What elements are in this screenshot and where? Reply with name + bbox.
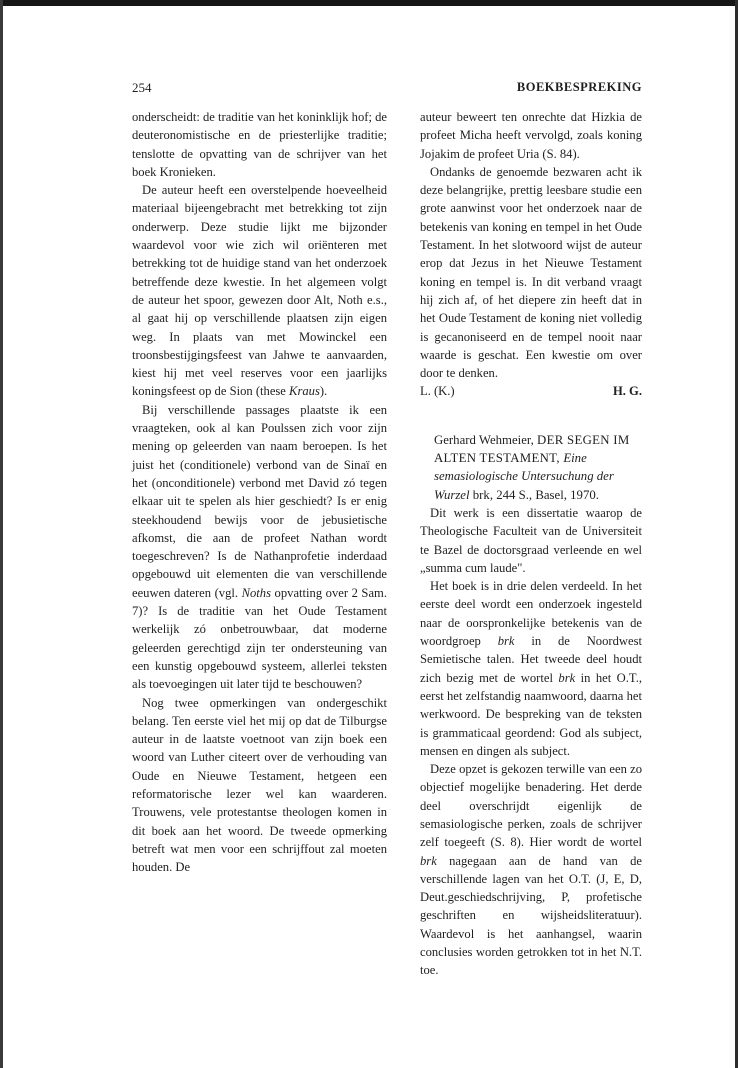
right-column bbox=[420, 108, 642, 980]
paragraph: Nog twee opmerkingen van ondergeschikt belang. Ten eerste viel het mij op dat de Tilburgse auteur in de laatste voetnoot van zijn boek een woord van Luther citeert over de verhouding van Oude en Nieuwe Testament, hetgeen een reformatorische lezer wel kan waarderen. Trouwens, vele protestantse theologen komen in dit boek aan het woord. De tweede opmerking betreft wat men voor een schrijffout zal moeten houden. De bbox=[132, 695, 387, 875]
paragraph: Ondanks de genoemde bezwaren acht ik deze belangrijke, prettig leesbare studie een grote aanwinst voor het onderzoek naar de betekenis van koning en tempel in het Oude Testament. In het slotwoord wijst de auteur erop dat Jezus in het Nieuwe Testament koning en tempel is. In dit verband vraagt hij zich af, of het diepere zin heeft dat in het Oude Testament de koning niet volledig is gecanoniseerd en de tempel nooit naar waarde is geschat. Een kwestie om over door te denken. bbox=[420, 164, 642, 381]
text-run: nagegaan aan de hand van de verschillende lagen van het O.T. (J, E, D, Deut.geschiedschrijving, P, profetische geschriften en wijsheidsliteratuur). Waardevol is het aanhangsel, waarin conclusies worden getrokken tot in het N.T. toe. bbox=[420, 853, 642, 978]
text-run: De auteur heeft een overstelpende hoeveelheid materiaal bijeengebracht met betrekking tot zijn onderwerp. Deze studie lijkt me bijzonder waardevol voor wie zich wil oriënteren met betrekking tot de huidige stand van het onderzoek betreffende deze kwestie. In het algemeen volgt de auteur het spoor, gewezen door Alt, Noth e.s., al gaat hij op verschillende plaatsen zijn eigen weg. In plaats van met Mowinckel een troonsbestijgingsfeest van Jahwe te aanvaarden, kiest hij met veel reserves voor een jaarlijks koningsfeest op de Sion (these bbox=[132, 183, 387, 399]
paragraph: Dit werk is een dissertatie waarop de Theologische Faculteit van de Universiteit te Bazel de doctorsgraad verleende en wel „summa cum laude". bbox=[420, 505, 642, 575]
italic-text: brk bbox=[420, 853, 437, 868]
book-title: DER SEGEN IM ALTEN TESTAMENT, bbox=[434, 432, 630, 466]
paragraph bbox=[132, 181, 387, 401]
italic-text: Kraus bbox=[289, 384, 320, 399]
text-run: ). bbox=[319, 384, 328, 399]
paragraph bbox=[420, 760, 642, 980]
left-column bbox=[132, 108, 387, 876]
text-run: in de Noordwest Semietische talen. Het tweede deel houdt zich bezig met de wortel bbox=[420, 634, 642, 685]
text-run: Het boek is in drie delen verdeeld. In het eerste deel wordt een onderzoek ingesteld naar de oorspronkelijke betekenis van de woordgroep bbox=[420, 579, 642, 649]
paragraph: auteur beweert ten onrechte dat Hizkia de profeet Micha heeft vervolgd, zoals koning Jojakim de profeet Uria (S. 84). bbox=[420, 110, 642, 161]
reviewer-initials: H. G. bbox=[612, 384, 642, 399]
scan-border-top bbox=[0, 0, 738, 6]
paragraph bbox=[132, 401, 387, 694]
italic-text: brk bbox=[558, 670, 576, 685]
text-run: in het O.T., eerst het zelfstandig naamwoord, daarna het werkwoord. De bespreking van de teksten is grammaticaal geordend: God als subject, mensen en dingen als subject. bbox=[420, 670, 642, 758]
book-author: Gerhard Wehmeier, bbox=[434, 432, 538, 447]
text-run: Bij verschillende passages plaatste ik een vraagteken, ook al kan Poulssen zich voor zijn mening op geleerden van naam beroepen. Is het juist het (conditionele) verbond van de Sinaï en het (onconditionele) verbond met David zó tegen elkaar uit te spelen als hier geschiedt? Is er enig steekhoudend bewijs voor de jebusietische afkomst, die aan de profeet Nathan wordt toegeschreven? Is de Nathanprofetie inderdaad opgebouwd uit elementen die van verschillende eeuwen dateren (vgl. bbox=[132, 402, 387, 600]
text-run: opvatting over 2 Sam. 7)? Is de traditie van het Oude Testament werkelijk zó onbetrouwbaar, dat moderne geleerden gerechtigd zijn ter ondersteuning van een kunstig opgebouwd systeem, allerlei teksten als toevoegingen uit later tijd te beschouwen? bbox=[132, 585, 387, 692]
book-details: brk, 244 S., Basel, 1970. bbox=[469, 487, 599, 502]
paragraph: onderscheidt: de traditie van het koninklijk hof; de deuteronomistische en de priesterlijke traditie; tenslotte de opvatting van de schrijver van het boek Kronieken. bbox=[132, 110, 387, 179]
book-subtitle: Eine semasiologische Untersuchung der Wurzel bbox=[434, 451, 614, 502]
section-spacer bbox=[420, 401, 642, 431]
paragraph bbox=[420, 577, 642, 760]
text-run: Deze opzet is gekozen terwille van een zo objectief mogelijke benadering. Het derde deel overschrijdt eigenlijk de semasiologische perken, zoals de schrijver zelf toegeeft (S. 8). Hier wordt de wortel bbox=[420, 762, 642, 850]
book-heading bbox=[420, 431, 642, 504]
italic-text: Noths bbox=[241, 585, 271, 600]
review-signature bbox=[420, 382, 642, 400]
italic-text: brk bbox=[497, 634, 515, 649]
scan-border-left bbox=[0, 0, 3, 1068]
running-head: BOEKBESPREKING bbox=[516, 80, 642, 94]
signature-left: L. (K.) bbox=[420, 384, 455, 399]
page-number: 254 bbox=[132, 80, 152, 95]
